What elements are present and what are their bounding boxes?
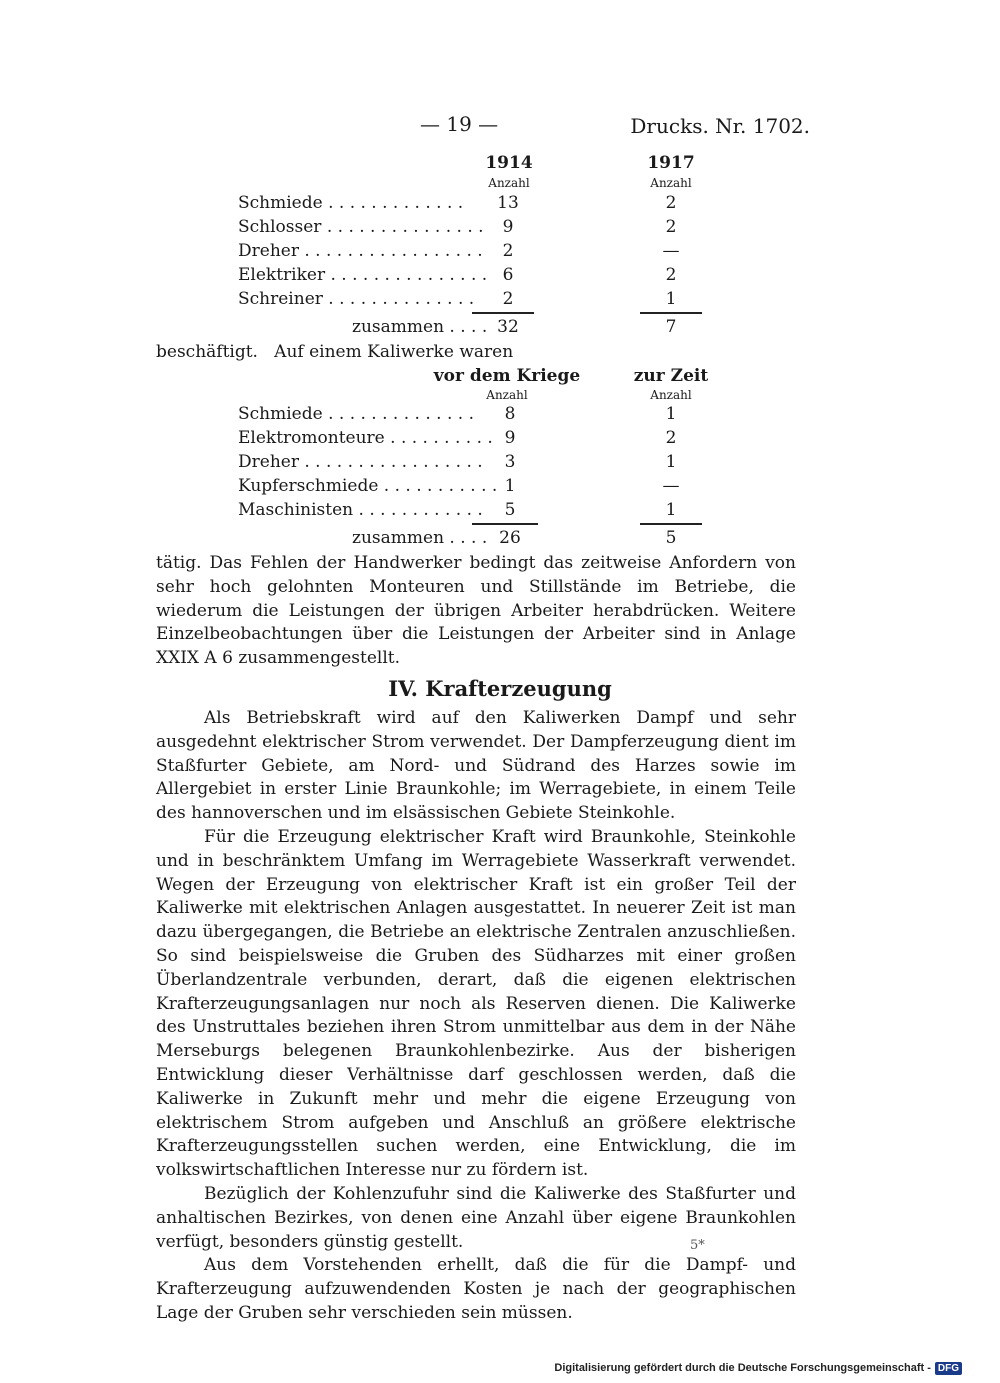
table-row-label: Maschinisten . . . . . . . . . . . .	[238, 500, 483, 520]
paragraph-text: Als Betriebskraft wird auf den Kaliwerken Dampf und sehr ausgedehnt elektrischer Strom verwendet. Der Dampferzeugung dient im Staßfurter Gebiete, am Nord- und Südrand des Harzes sowie im Allergebiet in erster Linie Braunkohle; im Werragebiete, in einem Teile des hannoverschen und im elsässischen Gebiete Steinkohle.	[156, 708, 796, 824]
table-total-label: zusammen . . . .	[352, 317, 488, 337]
table-cell: 6	[502, 265, 514, 285]
table-1-col2-unit: Anzahl	[650, 176, 692, 190]
table-row-label: Dreher . . . . . . . . . . . . . . . . .	[238, 452, 483, 472]
table-row-label: Schmiede . . . . . . . . . . . . . .	[238, 404, 474, 424]
table-cell: 1	[665, 289, 677, 309]
sum-rule	[472, 523, 538, 525]
table-row-label: Schmiede . . . . . . . . . . . . .	[238, 193, 464, 213]
table-cell: —	[662, 241, 680, 261]
table-cell: 2	[665, 193, 677, 213]
table-cell: —	[662, 476, 680, 496]
table-1-col2-header: 1917	[647, 153, 695, 173]
table-2-col2-header: zur Zeit	[633, 366, 709, 386]
table-cell: 2	[502, 289, 514, 309]
table-cell: 9	[504, 428, 516, 448]
table-row-label: Dreher . . . . . . . . . . . . . . . . .	[238, 241, 483, 261]
table-row-label: Kupferschmiede . . . . . . . . . . .	[238, 476, 498, 496]
table-2-col2-unit: Anzahl	[650, 388, 692, 402]
table-cell: 2	[665, 265, 677, 285]
table-cell: 9	[502, 217, 514, 237]
table-cell: 1	[665, 500, 677, 520]
table-cell: 1	[504, 476, 516, 496]
dfg-logo: DFG	[935, 1362, 962, 1375]
paragraph-text: Bezüglich der Kohlenzufuhr sind die Kaliwerke des Staßfurter und anhaltischen Bezirkes, von denen eine Anzahl über eigene Braunkohlen verfügt, besonders günstig gestellt.	[156, 1183, 796, 1252]
section-body	[156, 707, 796, 1326]
table-total-label: zusammen . . . .	[352, 528, 488, 548]
body-paragraph	[156, 552, 796, 671]
table-2-col1-header: vor dem Kriege	[433, 366, 581, 386]
table-total-cell: 7	[665, 317, 677, 337]
paragraph-text: Aus dem Vorstehenden erhellt, daß die für die Dampf- und Krafterzeugung aufzuwendenden Kosten je nach der geographischen Lage der Gruben sehr verschieden sein müssen.	[156, 1255, 796, 1323]
credit-text: Digitalisierung gefördert durch die Deutsche Forschungsgemeinschaft -	[554, 1362, 931, 1374]
section-heading: IV. Krafterzeugung	[388, 676, 612, 701]
table-total-cell: 5	[665, 528, 677, 548]
table-row-label: Elektriker . . . . . . . . . . . . . . .	[238, 265, 488, 285]
table-cell: 2	[502, 241, 514, 261]
paragraph-text: Für die Erzeugung elektrischer Kraft wird Braunkohle, Steinkohle und in beschränktem Umfang im Werragebiete Wasserkraft verwendet. Wegen der Erzeugung von elektrischer Kraft ist ein großer Teil der Kaliwerke mit elektrischen Anlagen ausgestattet. In neuerer Zeit ist man dazu übergegangen, die Betriebe an elektrische Zentralen anzuschließen. So sind beispielsweise die Gruben des Südharzes mit einer großen Überlandzentrale verbunden, derart, daß die eigenen elektrischen Krafterzeugungsanlagen nur noch als Reserven dienen. Die Kaliwerke des Unstruttales beziehen ihren Strom unmittelbar aus dem in der Nähe Merseburgs belegenen Braunkohlenbezirke. Aus der bisherigen Entwicklung dieser Verhältnisse darf geschlossen werden, daß die Kaliwerke in Zukunft mehr und mehr die eigene Erzeugung von elektrischem Strom aufgeben und Anschluß an größere elektrische Krafterzeugungsstellen suchen werden, eine Entwicklung, die im volkswirtschaftlichen Interesse nur zu fördern ist.	[156, 826, 796, 1181]
document-reference: Drucks. Nr. 1702.	[630, 114, 810, 138]
table-total-cell: 32	[497, 317, 519, 337]
table-total-cell: 26	[499, 528, 521, 548]
table-row-label: Schreiner . . . . . . . . . . . . . .	[238, 289, 475, 309]
table-cell: 1	[665, 452, 677, 472]
table-row-label: Schlosser . . . . . . . . . . . . . . .	[238, 217, 484, 237]
table-cell: 1	[665, 404, 677, 424]
body-text-line: beschäftigt. Auf einem Kaliwerke waren	[156, 342, 514, 362]
paragraph-text: tätig. Das Fehlen der Handwerker bedingt das zeitweise Anfordern von sehr hoch gelohnten Monteuren und Stillstände im Betriebe, die wiederum die Leistungen der übrigen Arbeiter herabdrücken. Weitere Einzelbeobachtungen über die Leistungen der Arbeiter sind in Anlage XXIX A 6 zusammengestellt.	[156, 553, 796, 669]
sum-rule	[640, 312, 702, 314]
table-row-label: Elektromonteure . . . . . . . . . .	[238, 428, 493, 448]
page-number: — 19 —	[420, 112, 499, 136]
sum-rule	[640, 523, 702, 525]
table-1-col1-unit: Anzahl	[488, 176, 530, 190]
table-cell: 2	[665, 217, 677, 237]
table-cell: 13	[497, 193, 519, 213]
table-1-col1-header: 1914	[485, 153, 533, 173]
table-cell: 3	[504, 452, 516, 472]
table-2-col1-unit: Anzahl	[486, 388, 528, 402]
page-mark: 5*	[690, 1238, 705, 1253]
table-cell: 5	[504, 500, 516, 520]
table-cell: 2	[665, 428, 677, 448]
digitization-credit	[554, 1362, 962, 1375]
sum-rule	[472, 312, 534, 314]
table-cell: 8	[504, 404, 516, 424]
